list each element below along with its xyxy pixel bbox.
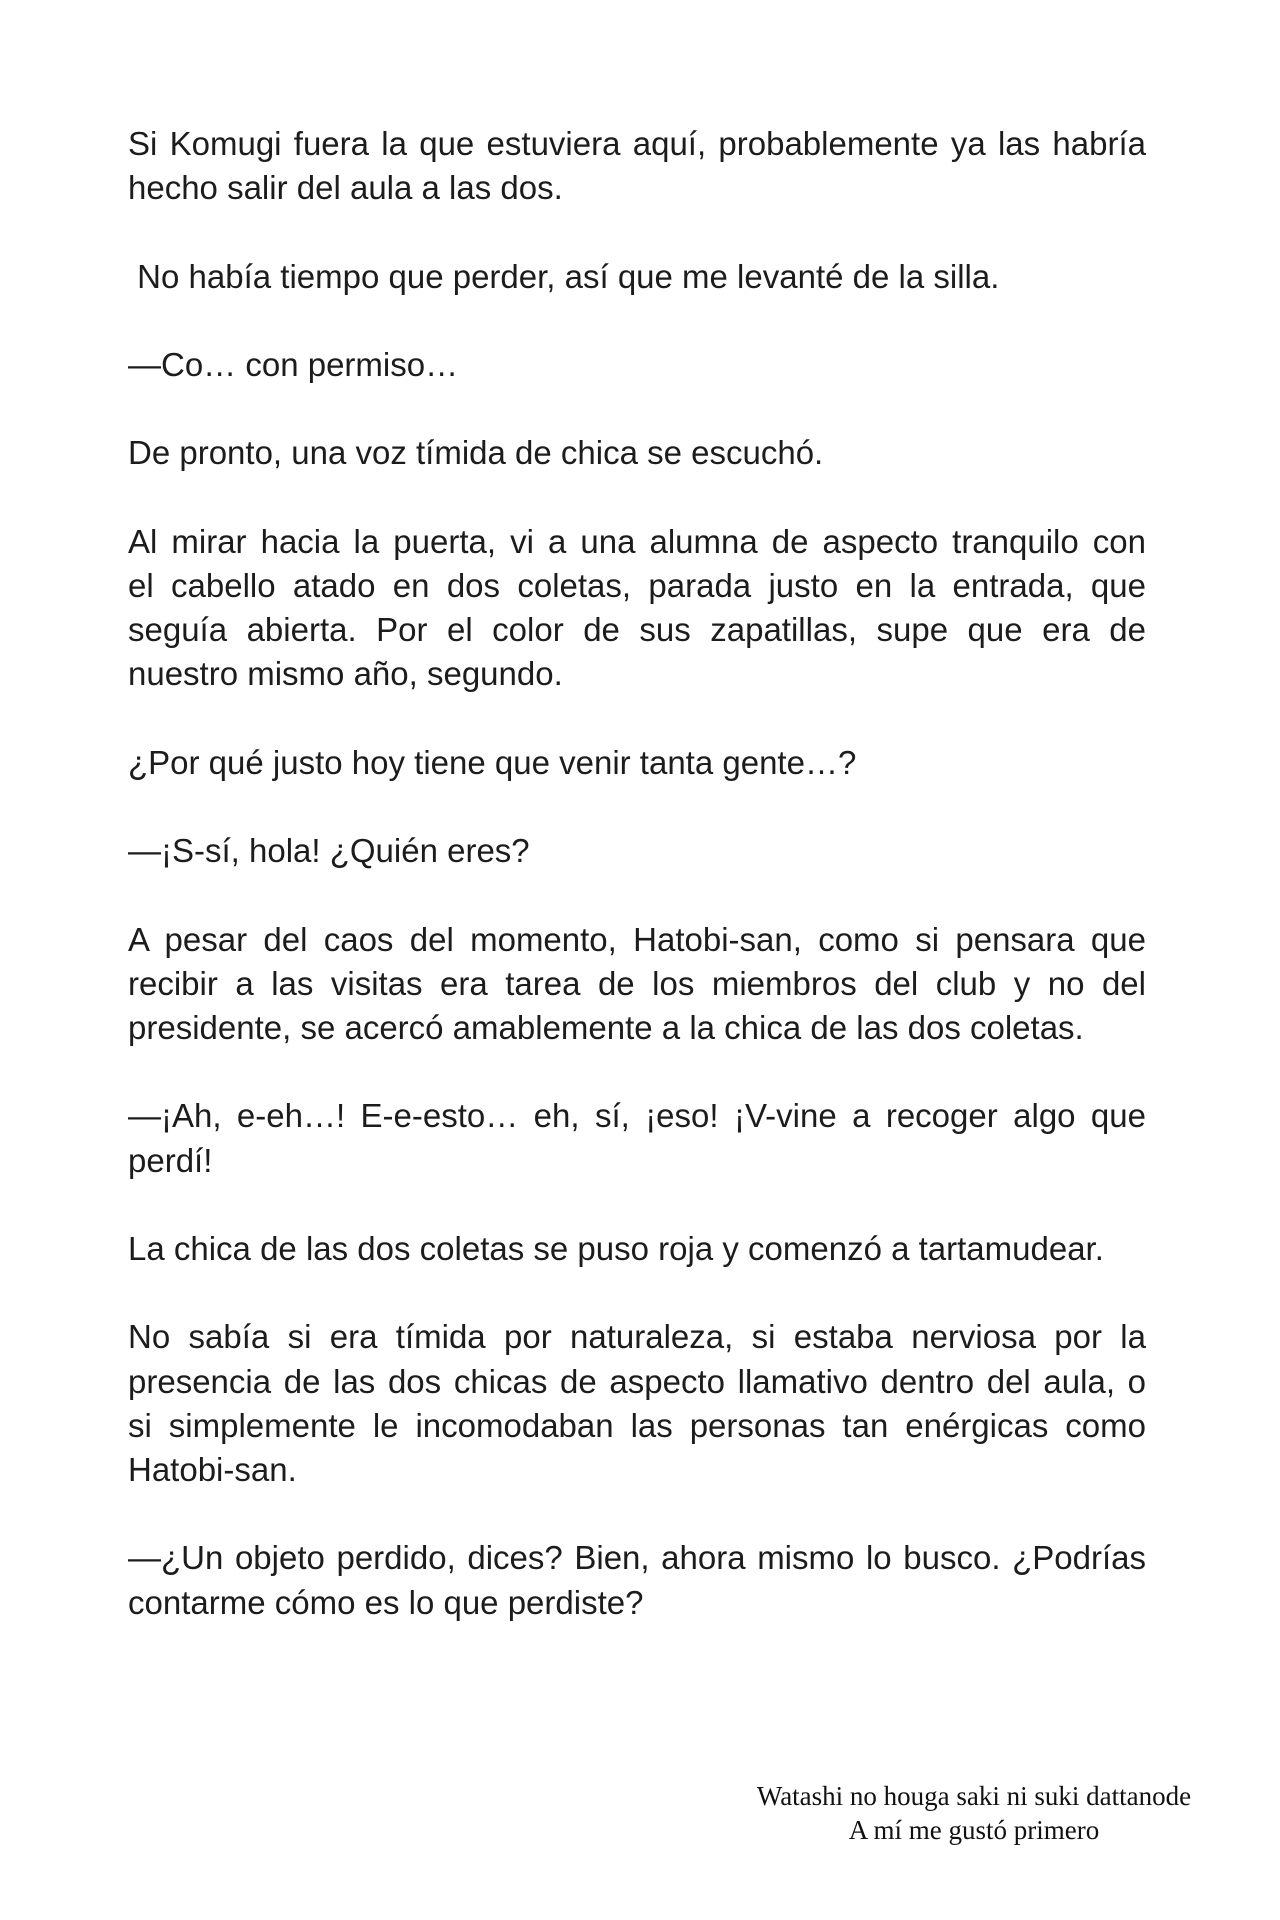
paragraph-line: recibir a las visitas era tarea de los miembros del club y no del bbox=[128, 964, 1146, 1002]
paragraph-line: De pronto, una voz tímida de chica se escuchó. bbox=[128, 434, 824, 472]
footer-title-line-2: A mí me gustó primero bbox=[848, 1815, 1100, 1845]
page-footer bbox=[724, 1779, 1224, 1847]
footer-title-line-1: Watashi no houga saki ni suki dattanode bbox=[756, 1781, 1192, 1811]
paragraph-11 bbox=[128, 1315, 1146, 1492]
paragraph-line: Si Komugi fuera la que estuviera aquí, probablemente ya las habría bbox=[128, 125, 1146, 162]
paragraph-7 bbox=[128, 829, 1146, 873]
paragraph-line: presidente, se acercó amablemente a la chica de las dos coletas. bbox=[128, 1008, 1084, 1046]
paragraph-6 bbox=[128, 741, 1146, 785]
paragraph-2 bbox=[128, 255, 1146, 299]
paragraph-line: —¡Ah, e-eh…! E-e-esto… eh, sí, ¡eso! ¡V-vine a recoger algo que bbox=[128, 1097, 1146, 1135]
paragraph-line: A pesar del caos del momento, Hatobi-san, como si pensara que bbox=[128, 920, 1146, 958]
paragraph-line: nuestro mismo año, segundo. bbox=[128, 655, 563, 693]
paragraph-line: —Co… con permiso… bbox=[128, 345, 459, 383]
paragraph-line: seguía abierta. Por el color de sus zapatillas, supe que era de bbox=[128, 611, 1146, 649]
paragraph-1 bbox=[128, 122, 1146, 210]
page-body bbox=[128, 122, 1146, 1669]
paragraph-line: presencia de las dos chicas de aspecto llamativo dentro del aula, o bbox=[128, 1362, 1146, 1400]
paragraph-5 bbox=[128, 520, 1146, 697]
paragraph-line: perdí! bbox=[128, 1141, 213, 1179]
paragraph-12 bbox=[128, 1536, 1146, 1624]
paragraph-line: —¡S-sí, hola! ¿Quién eres? bbox=[128, 832, 530, 870]
paragraph-line: —¿Un objeto perdido, dices? Bien, ahora mismo lo busco. ¿Podrías bbox=[128, 1539, 1146, 1577]
paragraph-line: el cabello atado en dos coletas, parada justo en la entrada, que bbox=[128, 566, 1146, 604]
paragraph-line: Hatobi-san. bbox=[128, 1450, 297, 1488]
paragraph-line: si simplemente le incomodaban las personas tan enérgicas como bbox=[128, 1406, 1146, 1444]
paragraph-10 bbox=[128, 1227, 1146, 1271]
paragraph-line: Al mirar hacia la puerta, vi a una alumna de aspecto tranquilo con bbox=[128, 522, 1146, 560]
paragraph-line: No había tiempo que perder, así que me levanté de la silla. bbox=[128, 257, 1000, 295]
paragraph-line: ¿Por qué justo hoy tiene que venir tanta gente…? bbox=[128, 743, 857, 781]
paragraph-3 bbox=[128, 343, 1146, 387]
paragraph-4 bbox=[128, 431, 1146, 475]
paragraph-8 bbox=[128, 918, 1146, 1051]
paragraph-line: La chica de las dos coletas se puso roja y comenzó a tartamudear. bbox=[128, 1229, 1104, 1267]
paragraph-line: contarme cómo es lo que perdiste? bbox=[128, 1583, 644, 1621]
paragraph-line: No sabía si era tímida por naturaleza, si estaba nerviosa por la bbox=[128, 1318, 1146, 1356]
paragraph-line: hecho salir del aula a las dos. bbox=[128, 169, 563, 207]
paragraph-9 bbox=[128, 1094, 1146, 1182]
